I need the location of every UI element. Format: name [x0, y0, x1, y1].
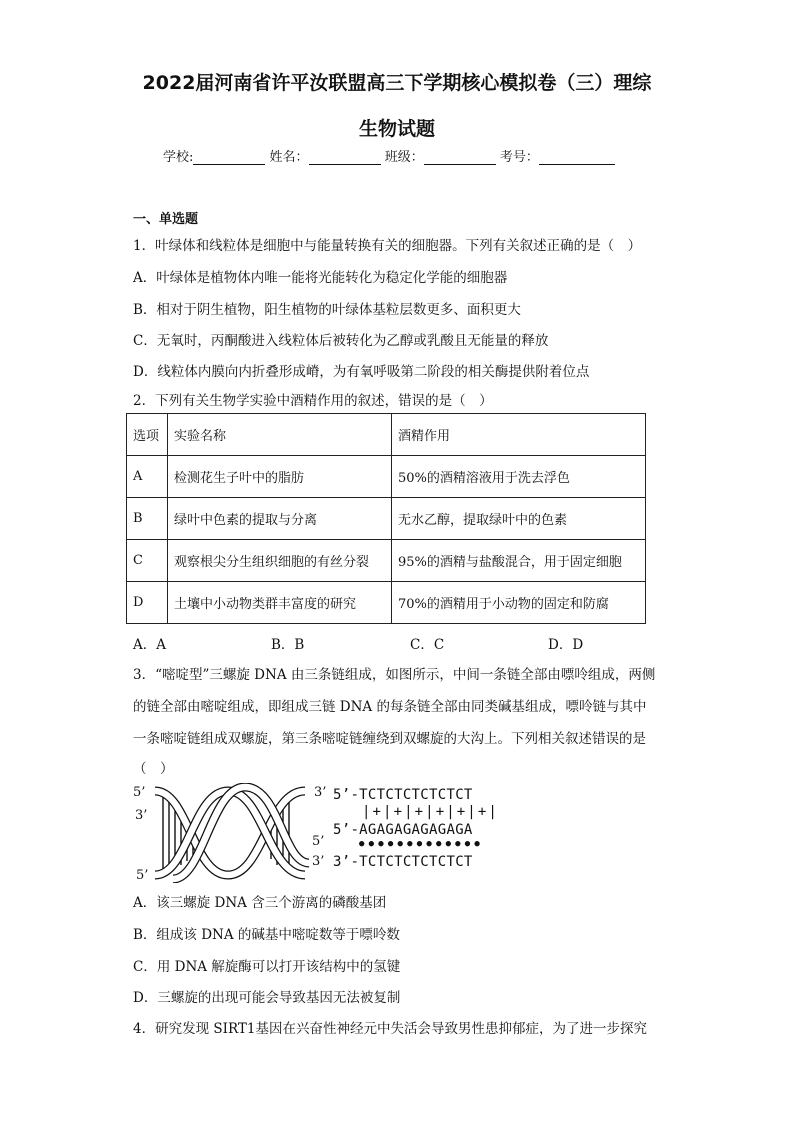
strand-end-label: 3’ — [312, 854, 325, 869]
table-cell: 无水乙醇，提取绿叶中的色素 — [392, 498, 646, 540]
class-label: 班级： — [384, 150, 424, 165]
q2-table — [126, 413, 646, 624]
table-cell: D — [127, 582, 168, 624]
pyrimidine-strand-2: 3’-TCTCTCTCTCTCT — [333, 854, 473, 870]
table-cell: 50%的酒精溶液用于洗去浮色 — [392, 456, 646, 498]
number-blank[interactable] — [539, 150, 615, 165]
table-header: 选项 — [127, 414, 168, 456]
q1-stem: 1．叶绿体和线粒体是细胞中与能量转换有关的细胞器。下列有关叙述正确的是（ ） — [133, 238, 642, 254]
watson-crick-bonds: ●●●●●●●●●●●●● — [359, 839, 485, 849]
table-cell: 70%的酒精用于小动物的固定和防腐 — [392, 582, 646, 624]
q2-option-a[interactable]: A．A — [133, 637, 166, 653]
table-cell: 95%的酒精与盐酸混合，用于固定细胞 — [392, 540, 646, 582]
q3-option-c[interactable]: C．用 DNA 解旋酶可以打开该结构中的氢键 — [133, 959, 401, 975]
table-cell: C — [127, 540, 168, 582]
number-label: 考号： — [499, 150, 539, 165]
q3-stem-line3: 一条嘧啶链组成双螺旋，第三条嘧啶链缠绕到双螺旋的大沟上。下列相关叙述错误的是 — [133, 731, 646, 747]
strand-end-label: 3’ — [314, 785, 327, 800]
table-header-row — [127, 414, 646, 456]
strand-end-label: 3’ — [135, 808, 148, 823]
name-label: 姓名： — [269, 150, 309, 165]
triple-helix-illustration — [133, 783, 313, 883]
class-blank[interactable] — [424, 150, 496, 165]
table-header: 酒精作用 — [392, 414, 646, 456]
q3-option-d[interactable]: D．三螺旋的出现可能会导致基因无法被复制 — [133, 990, 401, 1006]
q2-option-c[interactable]: C．C — [410, 637, 445, 653]
table-row — [127, 498, 646, 540]
q1-option-a[interactable]: A．叶绿体是植物体内唯一能将光能转化为稳定化学能的细胞器 — [133, 270, 508, 286]
q1-option-d[interactable]: D．线粒体内膜向内折叠形成嵴，为有氧呼吸第二阶段的相关酶提供附着位点 — [133, 364, 590, 380]
school-label: 学校: — [163, 150, 194, 165]
q3-stem-line4: （ ） — [133, 761, 174, 777]
q3-option-a[interactable]: A．该三螺旋 DNA 含三个游离的磷酸基团 — [133, 895, 387, 911]
strand-end-label: 5’ — [136, 868, 149, 883]
strand-end-label: 5’ — [312, 834, 325, 849]
table-cell: 土壤中小动物类群丰富度的研究 — [168, 582, 392, 624]
table-cell: 绿叶中色素的提取与分离 — [168, 498, 392, 540]
q3-option-b[interactable]: B．组成该 DNA 的碱基中嘧啶数等于嘌呤数 — [133, 927, 400, 943]
table-cell: A — [127, 456, 168, 498]
q4-stem: 4．研究发现 SIRT1基因在兴奋性神经元中失活会导致男性患抑郁症，为了进一步探究 — [133, 1021, 647, 1037]
hoogsteen-bonds: |+|+|+|+|+|+| — [362, 804, 499, 820]
q2-option-b[interactable]: B．B — [271, 637, 305, 653]
name-blank[interactable] — [309, 150, 381, 165]
table-row — [127, 540, 646, 582]
q3-stem-line2: 的链全部由嘧啶组成，即组成三链 DNA 的每条链全部由同类碱基组成，嘌呤链与其中 — [133, 699, 647, 715]
q1-option-c[interactable]: C．无氧时，丙酮酸进入线粒体后被转化为乙醇或乳酸且无能量的释放 — [133, 333, 549, 349]
q1-option-b[interactable]: B．相对于阴生植物，阳生植物的叶绿体基粒层数更多、面积更大 — [133, 302, 521, 318]
table-cell: 检测花生子叶中的脂肪 — [168, 456, 392, 498]
pyrimidine-strand-1: 5’-TCTCTCTCTCTCT — [333, 787, 473, 803]
q3-stem-line1: 3．“嘧啶型”三螺旋 DNA 由三条链组成，如图所示，中间一条链全部由嘌呤组成，两侧 — [133, 667, 656, 683]
q2-stem: 2．下列有关生物学实验中酒精作用的叙述，错误的是（ ） — [133, 393, 493, 409]
purine-strand: 5’-AGAGAGAGAGAGA — [333, 822, 473, 838]
table-row — [127, 456, 646, 498]
student-info — [163, 146, 615, 165]
table-cell: B — [127, 498, 168, 540]
q2-option-d[interactable]: D．D — [548, 637, 584, 653]
strand-end-label: 5’ — [133, 785, 146, 800]
page-title: 2022届河南省许平汝联盟高三下学期核心模拟卷（三）理综 — [142, 72, 652, 94]
table-cell: 观察根尖分生组织细胞的有丝分裂 — [168, 540, 392, 582]
school-blank[interactable] — [193, 150, 265, 165]
table-row — [127, 582, 646, 624]
page-subtitle: 生物试题 — [358, 118, 435, 140]
table-header: 实验名称 — [168, 414, 392, 456]
section-heading: 一、单选题 — [133, 212, 199, 227]
